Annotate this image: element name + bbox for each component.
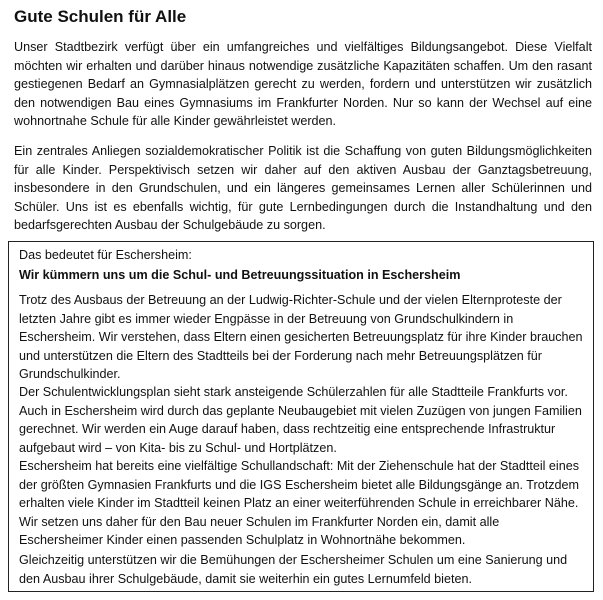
- box-paragraph-3: Eschersheim hat bereits eine vielfältige Schullandschaft: Mit der Ziehenschule hat der Stadtteil eines der größten Gymnasien Frankfurts und die IGS Eschersheim bietet alle Bildungsgänge an. Trotzdem erhalten viele Kinder im Stadtteil keinen Platz an einer weiterführenden Schule in erreichbarer Nähe. Wir setzen uns daher für den Bau neuer Schulen im Frankfurter Norden ein, damit alle Eschersheimer Kinder einen passenden Schulplatz in Wohnortnähe bekommen.: [19, 459, 580, 548]
- box-paragraph-2: Der Schulentwicklungsplan sieht stark ansteigende Schülerzahlen für alle Stadtteile Frankfurts vor. Auch in Eschersheim wird durch das geplante Neubaugebiet mit vielen Zuzügen von jungen Familien gerechnet. Wir werden ein Auge darauf haben, dass rechtzeitig eine entsprechende Infrastruktur aufgebaut wird – von Kita- bis zu Schul- und Hortplätzen.: [19, 385, 582, 455]
- eschersheim-box: [8, 241, 594, 592]
- box-paragraph-4: Gleichzeitig unterstützen wir die Bemühungen der Eschersheimer Schulen um eine Sanierung und den Ausbau ihrer Schulgebäude, damit sie weiterhin ein gutes Lernumfeld bieten.: [19, 553, 568, 586]
- box-intro-line: Das bedeutet für Eschersheim:: [19, 248, 192, 262]
- page-title: Gute Schulen für Alle: [14, 7, 187, 26]
- box-heading: Wir kümmern uns um die Schul- und Betreuungssituation in Eschersheim: [19, 268, 461, 282]
- box-paragraph-1: Trotz des Ausbaus der Betreuung an der Ludwig-Richter-Schule und der vielen Elternproteste der letzten Jahre gibt es immer wieder Engpässe in der Betreuung von Grundschulkindern in Eschersheim. Wir verstehen, dass Eltern einen gesicherten Betreuungsplatz für ihre Kinder brauchen und unterstützen die Eltern des Stadtteils bei der Forderung nach mehr Betreuungsplätzen für Grundschulkinder.: [19, 293, 583, 382]
- intro-paragraph-2: Ein zentrales Anliegen sozialdemokratischer Politik ist die Schaffung von guten Bildungsmöglichkeiten für alle Kinder. Perspektivisch setzen wir daher auf den aktiven Ausbau der Ganztagsbetreuung, insbesondere in den Grundschulen, und ein längeres gemeinsames Lernen aller Schülerinnen und Schüler. Uns ist es ebenfalls wichtig, für gute Lernbedingungen durch die Instandhaltung und den bedarfsgerechten Ausbau der Schulgebäude zu sorgen.: [14, 144, 592, 233]
- intro-paragraph-1: Unser Stadtbezirk verfügt über ein umfangreiches und vielfältiges Bildungsangebot. Diese Vielfalt möchten wir erhalten und darüber hinaus notwendige zusätzliche Kapazitäten schaffen. Um den rasant gestiegenen Bedarf an Gymnasialplätzen gerecht zu werden, fordern und unterstützen wir zusätzlich den notwendigen Bau eines Gymnasiums im Frankfurter Norden. Nur so kann der Wechsel auf eine wohnortnahe Schule für alle Kinder gewährleistet werden.: [14, 40, 592, 129]
